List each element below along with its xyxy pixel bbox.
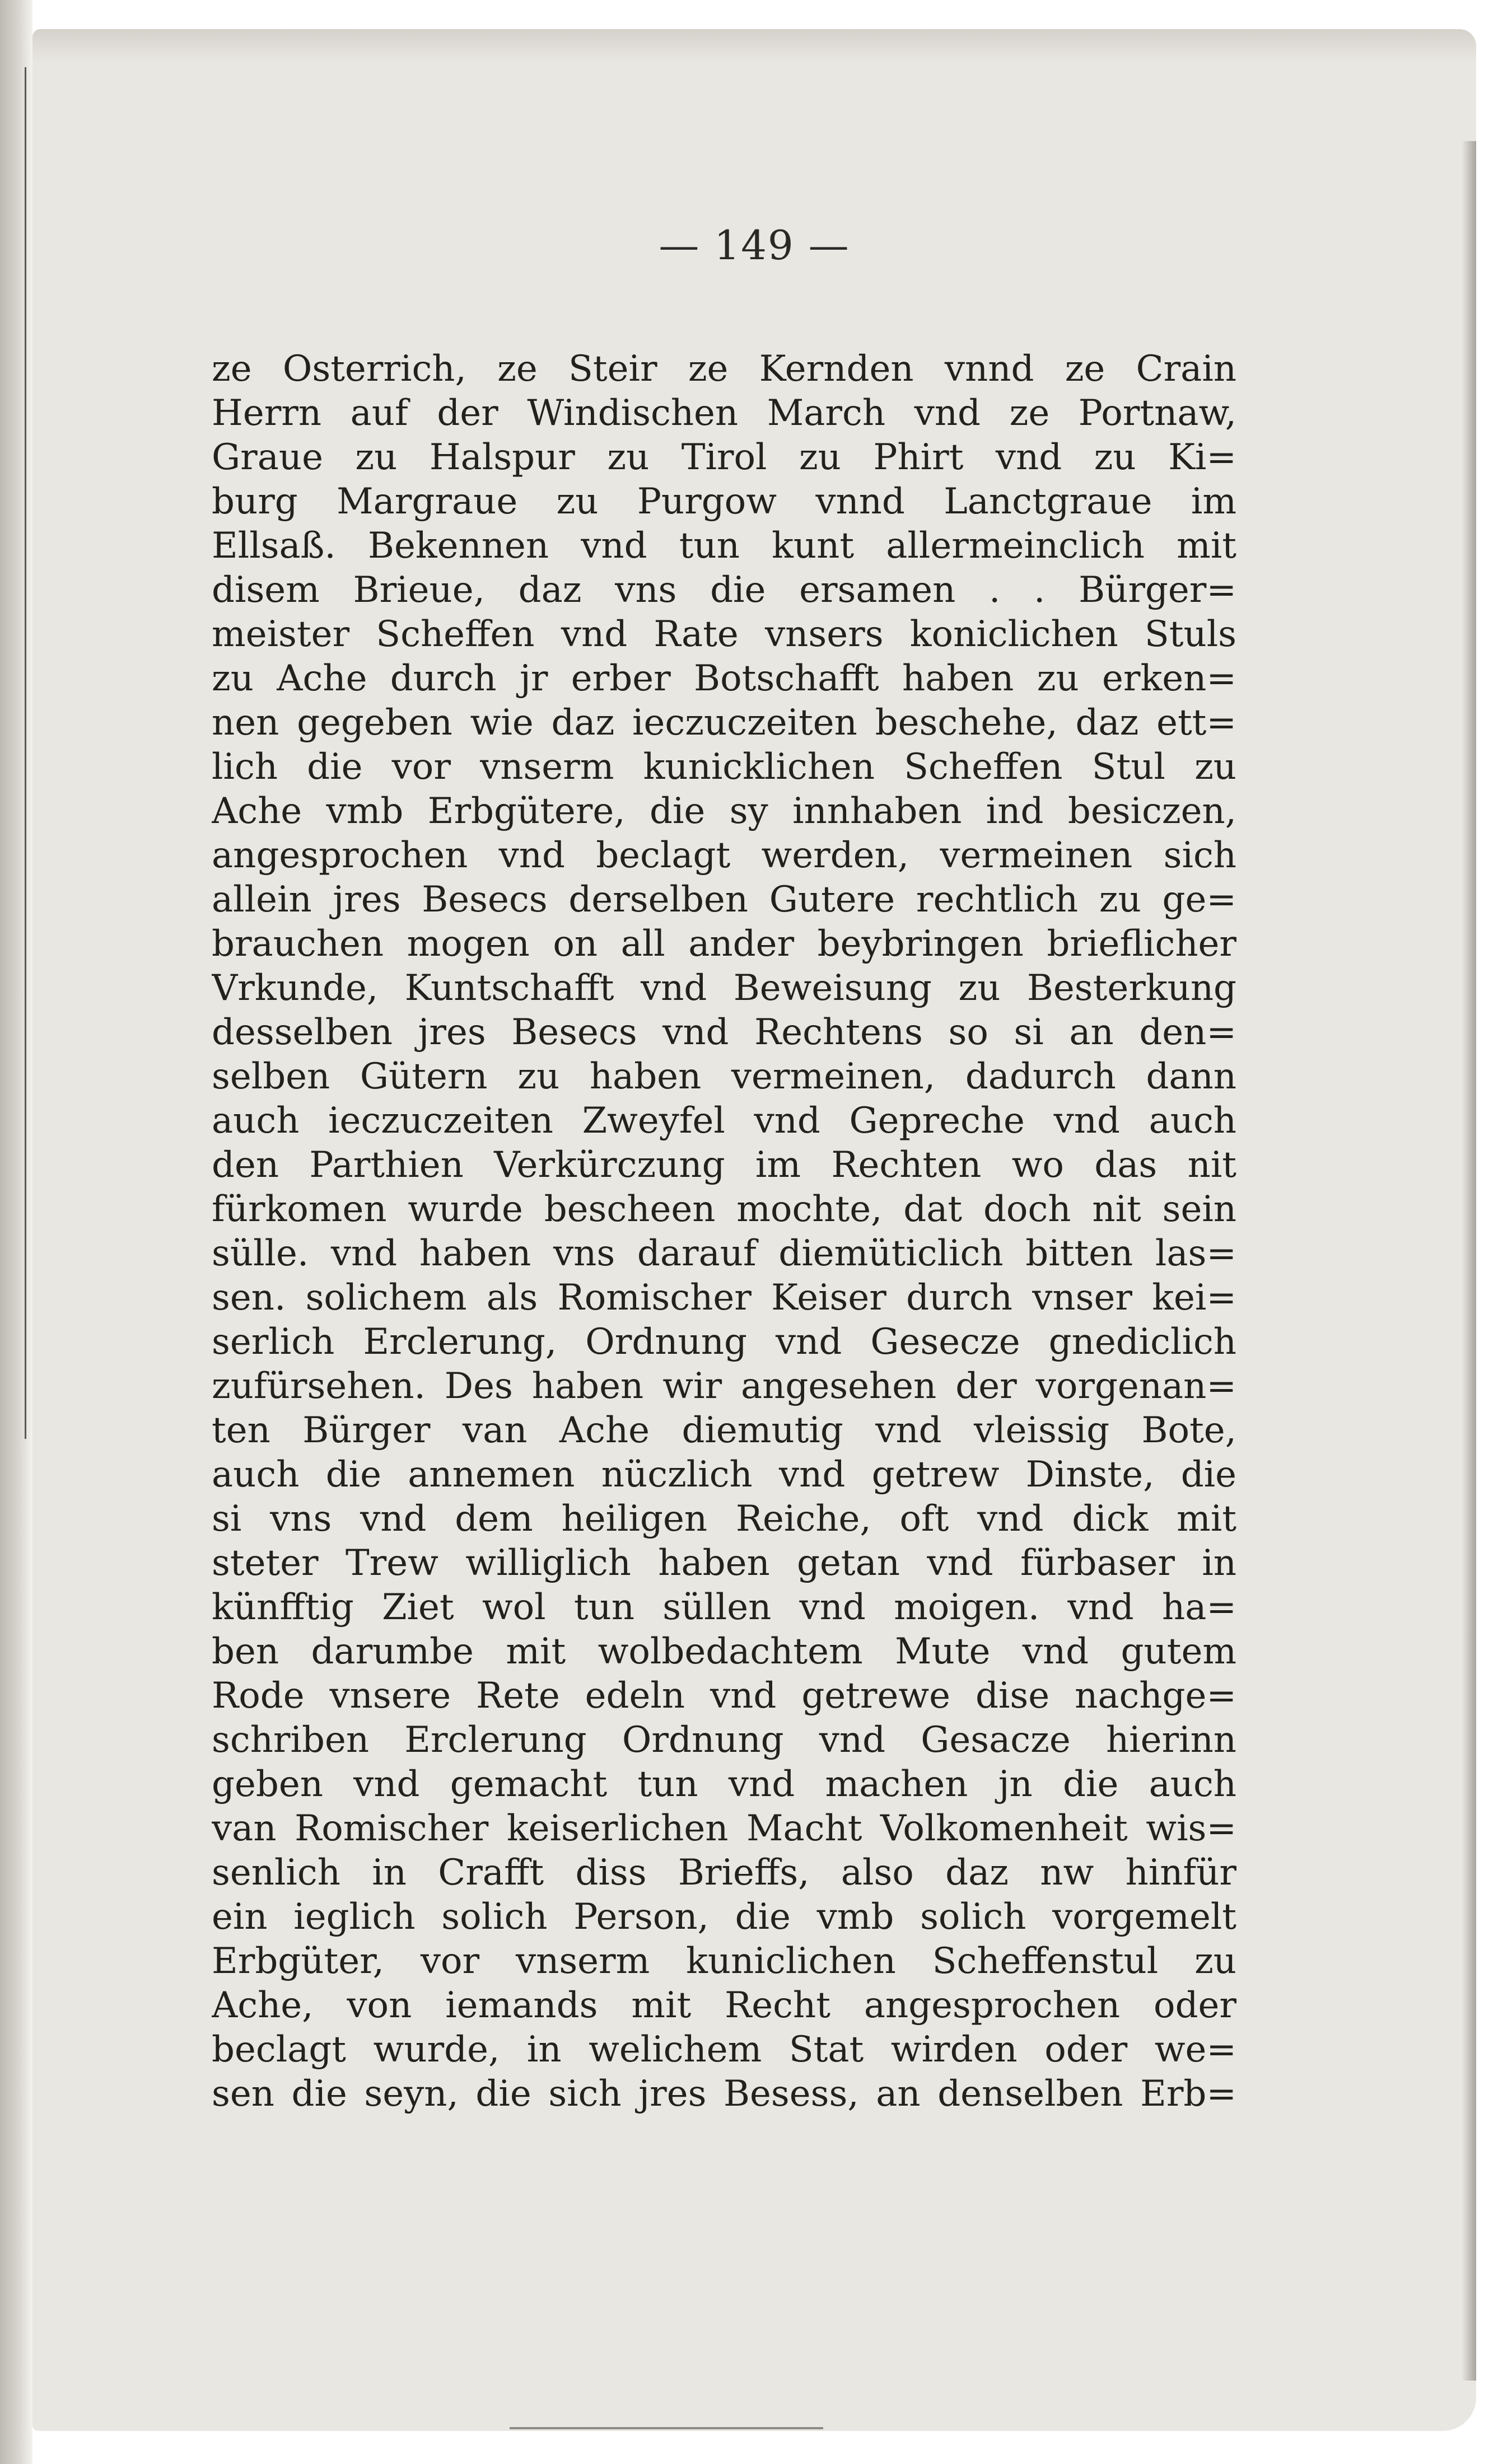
- text-line: auch ieczuczeiten Zweyfel vnd Geprechе vnd auch: [212, 1100, 1236, 1142]
- text-line: Graue zu Halspur zu Tirol zu Phirt vnd zu Ki=: [212, 437, 1236, 478]
- text-line: geben vnd gemacht tun vnd machen jn die auch: [212, 1764, 1236, 1805]
- text-line: auch die annemen nüczlich vnd getrew Dinste, die: [212, 1454, 1236, 1495]
- text-line: senlich in Crafft diss Brieffs, also daz nw hinfür: [212, 1852, 1236, 1893]
- text-line: beclagt wurde, in welichem Stat wirden oder we=: [212, 2029, 1236, 2070]
- text-line: den Parthien Verkürczung im Rechten wo das nit: [212, 1144, 1236, 1186]
- text-line: si vns vnd dem heiligen Reiche, oft vnd dick mit: [212, 1498, 1236, 1540]
- text-line: angesprochen vnd beclagt werden, vermeinen sich: [212, 835, 1236, 876]
- text-line: Erbgüter, vor vnserm kuniclichen Scheffenstul zu: [212, 1941, 1236, 1982]
- text-line: sen die seyn, die sich jres Besess, an denselben Erb=: [212, 2073, 1236, 2115]
- text-line: selben Gütern zu haben vermeinen, dadurch dann: [212, 1056, 1236, 1097]
- text-line: sülle. vnd haben vns darauf diemüticlich bitten las=: [212, 1233, 1236, 1274]
- text-line: serlich Erclerung, Ordnung vnd Gesecze gnediclich: [212, 1321, 1236, 1363]
- text-line: künfftig Ziet wol tun süllen vnd moigen. vnd ha=: [212, 1587, 1236, 1628]
- text-line: Vrkunde, Kuntschafft vnd Beweisung zu Besterkung: [212, 967, 1236, 1009]
- text-line: nen gegeben wie daz ieczuczeiten beschehe, daz ett=: [212, 702, 1236, 744]
- text-line: disem Brieue, daz vns die ersamen . . Bürger=: [212, 569, 1236, 611]
- text-line: steter Trew williglich haben getan vnd fürbaser in: [212, 1542, 1236, 1584]
- page-number: — 149 —: [659, 222, 850, 269]
- text-line: zufürsehen. Des haben wir angesehen der vorgenan=: [212, 1366, 1236, 1407]
- book-binding-edge: [0, 0, 32, 2464]
- text-line: ten Bürger van Ache diemutig vnd vleissig Bote,: [212, 1410, 1236, 1451]
- text-line: Herrn auf der Windischen March vnd ze Portnaw,: [212, 392, 1236, 434]
- text-line: Ache, von iemands mit Recht angesprochen oder: [212, 1985, 1236, 2026]
- text-line: Ellsaß. Bekennen vnd tun kunt allermeinclich mit: [212, 525, 1236, 567]
- text-line: lich die vor vnserm kunicklichen Scheffen Stul zu: [212, 746, 1236, 788]
- bottom-edge-rule: [510, 2427, 823, 2429]
- text-line: ein ieglich solich Person, die vmb solich vorgemelt: [212, 1896, 1236, 1938]
- text-line: Rode vnsere Rete edeln vnd getrewe dise nachge=: [212, 1675, 1236, 1717]
- page-top-shadow: [32, 29, 1476, 63]
- text-line: fürkomen wurde bescheen mochte, dat doch nit sein: [212, 1189, 1236, 1230]
- text-line: ze Osterrich, ze Steir ze Kernden vnnd ze Crain: [212, 348, 1236, 390]
- body-text: [212, 347, 1236, 2116]
- text-line: sen. solichem als Romischer Keiser durch vnser kei=: [212, 1277, 1236, 1319]
- page-right-edge-shadow: [1462, 141, 1476, 2381]
- text-line: schriben Erclerung Ordnung vnd Gesacze hierinn: [212, 1719, 1236, 1761]
- text-line: van Romischer keiserlichen Macht Volkomenheit wis=: [212, 1808, 1236, 1849]
- text-line: brauchen mogen on all ander beybringen brieflicher: [212, 923, 1236, 965]
- text-line: desselben jres Besecs vnd Rechtens so si an den=: [212, 1012, 1236, 1053]
- text-line: Ache vmb Erbgütere, die sy innhaben ind besiczen,: [212, 791, 1236, 832]
- book-page: [32, 29, 1476, 2431]
- text-line: ben darumbe mit wolbedachtem Mute vnd gutem: [212, 1631, 1236, 1672]
- text-line: meister Scheffen vnd Rate vnsers koniclichen Stuls: [212, 614, 1236, 655]
- text-line: zu Ache durch jr erber Botschafft haben zu erken=: [212, 658, 1236, 699]
- text-line: allein jres Besecs derselben Gutere rechtlich zu ge=: [212, 879, 1236, 920]
- text-line: burg Margraue zu Purgow vnnd Lanctgraue im: [212, 481, 1236, 522]
- binding-crease: [25, 67, 26, 1439]
